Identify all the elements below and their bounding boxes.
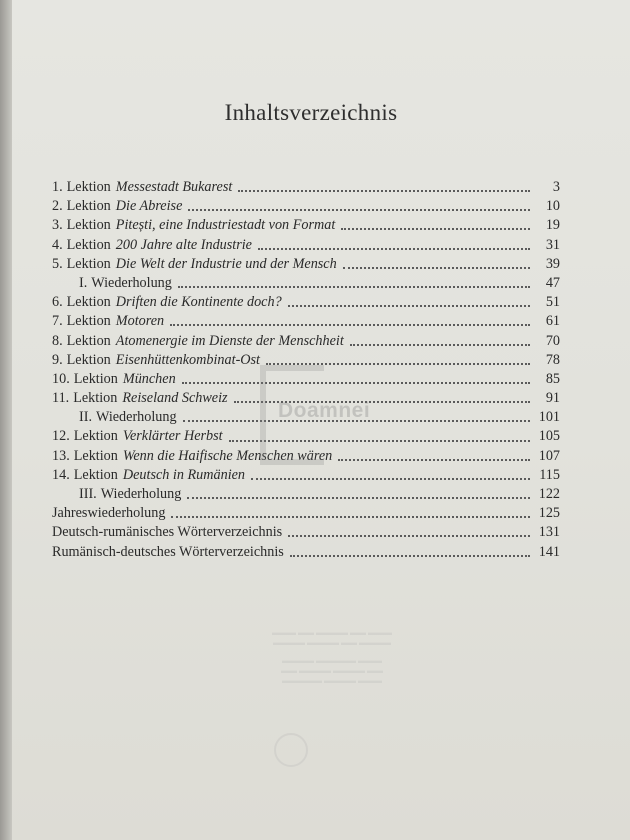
toc-entry-number: 10. <box>52 370 70 387</box>
toc-entry-topic: Messestadt Bukarest <box>115 179 233 195</box>
toc-entry <box>52 543 560 562</box>
toc-entry-number: II. <box>79 409 92 426</box>
toc-entry-label: Lektion <box>66 313 111 330</box>
toc-entry-label: Lektion <box>73 390 118 407</box>
toc-entry-page: 122 <box>538 486 560 502</box>
dot-leader <box>171 515 530 518</box>
toc-entry <box>52 197 560 216</box>
dot-leader <box>238 189 530 192</box>
toc-entry-label: Deutsch-rumänisches Wörterverzeichnis <box>52 524 283 541</box>
book-page <box>12 0 630 840</box>
toc-entry-page: 131 <box>538 524 560 541</box>
toc-entry <box>52 312 560 331</box>
toc-entry-number: 12. <box>52 428 70 445</box>
toc-entry-label: Lektion <box>66 236 111 253</box>
toc-entry-topic: Wenn die Haifische Menschen wären <box>122 447 333 464</box>
dot-leader <box>178 285 530 288</box>
toc-entry-label: Jahreswiederholung <box>52 505 166 522</box>
toc-entry-number: 13. <box>52 447 70 464</box>
toc-entry-page: 91 <box>545 390 560 407</box>
toc-entry-number: 7. <box>52 313 63 330</box>
toc-entry-page: 31 <box>545 236 560 253</box>
toc-entry-label: Wiederholung <box>100 486 182 502</box>
toc-entry-topic: Pitești, eine Industriestadt von Format <box>115 217 336 234</box>
toc-entry <box>52 274 560 293</box>
toc-entry-number: 11. <box>52 390 70 407</box>
page-title: Inhaltsverzeichnis <box>224 100 398 125</box>
toc-entry-number: 2. <box>52 198 63 215</box>
toc-entry-page: 115 <box>539 466 560 483</box>
toc-entry-topic: 200 Jahre alte Industrie <box>115 236 252 253</box>
toc-entry <box>52 523 560 542</box>
toc-entry-label: Lektion <box>73 466 118 483</box>
toc-entry <box>52 178 560 197</box>
toc-entry-number: 4. <box>52 236 63 253</box>
toc-entry-label: Lektion <box>73 428 118 445</box>
toc-entry <box>52 216 560 235</box>
toc-entry-label: Lektion <box>66 217 111 234</box>
toc-entry-topic: Driften die Kontinente doch? <box>115 294 282 311</box>
book-spine <box>0 0 12 840</box>
toc-entry-page: 125 <box>538 505 560 522</box>
toc-entry-topic: Die Welt der Industrie und der Mensch <box>115 255 337 272</box>
toc-entry-label: Wiederholung <box>91 274 172 291</box>
toc-entry-page: 47 <box>545 274 560 291</box>
toc-entry-number: III. <box>79 486 97 502</box>
toc-entry-topic: Deutsch in Rumänien <box>122 466 246 483</box>
toc-entry-topic: Die Abreise <box>115 198 183 215</box>
toc-entry-label: Lektion <box>66 351 111 368</box>
toc-entry-page: 51 <box>545 294 560 311</box>
dot-leader <box>188 208 530 211</box>
toc-entry-label: Lektion <box>73 370 118 387</box>
dot-leader <box>288 534 530 537</box>
toc-entry-page: 61 <box>545 313 560 330</box>
faded-imprint: ▬▬▬ ▬▬ ▬▬▬▬ ▬▬ ▬▬▬ ▬▬▬▬ ▬▬▬▬ ▬▬ ▬▬▬▬ ▬▬▬▬ ▬▬▬▬▬ ▬▬▬ ▬▬ ▬▬▬▬ ▬▬▬▬ ▬▬ ▬▬▬▬▬ ▬▬▬▬ ▬▬▬ <box>272 628 392 685</box>
toc-entry-label: Lektion <box>66 294 111 311</box>
toc-entry-page: 39 <box>545 255 560 272</box>
dot-leader <box>343 266 530 269</box>
dot-leader <box>251 477 530 480</box>
toc-entry-page: 101 <box>538 409 560 426</box>
publisher-seal-icon <box>274 733 308 767</box>
toc-entry-topic: Verklärter Herbst <box>122 428 223 445</box>
toc-entry-label: Rumänisch-deutsches Wörterverzeichnis <box>52 543 284 560</box>
dot-leader <box>350 343 530 346</box>
toc-entry-label: Lektion <box>66 179 111 195</box>
toc-entry <box>52 255 560 274</box>
toc-entry <box>52 236 560 255</box>
toc-entry-page: 70 <box>545 332 560 349</box>
toc-entry-number: 3. <box>52 217 63 234</box>
toc-entry-label: Lektion <box>66 198 111 215</box>
toc-entry-label: Lektion <box>66 332 111 349</box>
toc-entry-topic: Eisenhüttenkombinat-Ost <box>115 351 260 368</box>
toc-entry-page: 141 <box>538 543 560 560</box>
toc-entry-page: 19 <box>545 217 560 234</box>
toc-entry-topic: Atomenergie im Dienste der Menschheit <box>115 332 344 349</box>
toc-entry <box>52 504 560 523</box>
dot-leader <box>341 227 530 230</box>
toc-entry <box>52 485 560 504</box>
toc-entry-number: 8. <box>52 332 63 349</box>
toc-entry <box>52 332 560 351</box>
toc-entry-page: 85 <box>545 370 560 387</box>
toc-entry-topic: Reiseland Schweiz <box>122 390 228 407</box>
toc-entry-number: 6. <box>52 294 63 311</box>
dot-leader <box>170 323 530 326</box>
toc-entry-label: Lektion <box>66 255 111 272</box>
toc-entry-page: 107 <box>538 447 560 464</box>
toc-entry-page: 105 <box>538 428 560 445</box>
toc-entry-number: 9. <box>52 351 63 368</box>
dot-leader <box>258 247 530 250</box>
toc-entry-page: 10 <box>545 198 560 215</box>
dot-leader <box>338 458 530 461</box>
toc-entry-page: 78 <box>545 351 560 368</box>
toc-entry-number: 14. <box>52 466 70 483</box>
toc-entry-page: 3 <box>552 179 560 195</box>
toc-entry <box>52 293 560 312</box>
toc-entry-number: I. <box>79 274 88 291</box>
toc-entry-topic: München <box>122 370 176 387</box>
toc-entry <box>52 466 560 485</box>
toc-entry-label: Wiederholung <box>96 409 177 426</box>
toc-entry-label: Lektion <box>73 447 118 464</box>
dot-leader <box>288 304 530 307</box>
watermark-text: Doamnei <box>278 399 371 422</box>
watermark-logo <box>250 365 371 455</box>
toc-entry-number: 5. <box>52 255 63 272</box>
dot-leader <box>187 496 530 499</box>
dot-leader <box>290 554 530 557</box>
toc-entry-number: 1. <box>52 179 63 195</box>
toc-entry-topic: Motoren <box>115 313 165 330</box>
